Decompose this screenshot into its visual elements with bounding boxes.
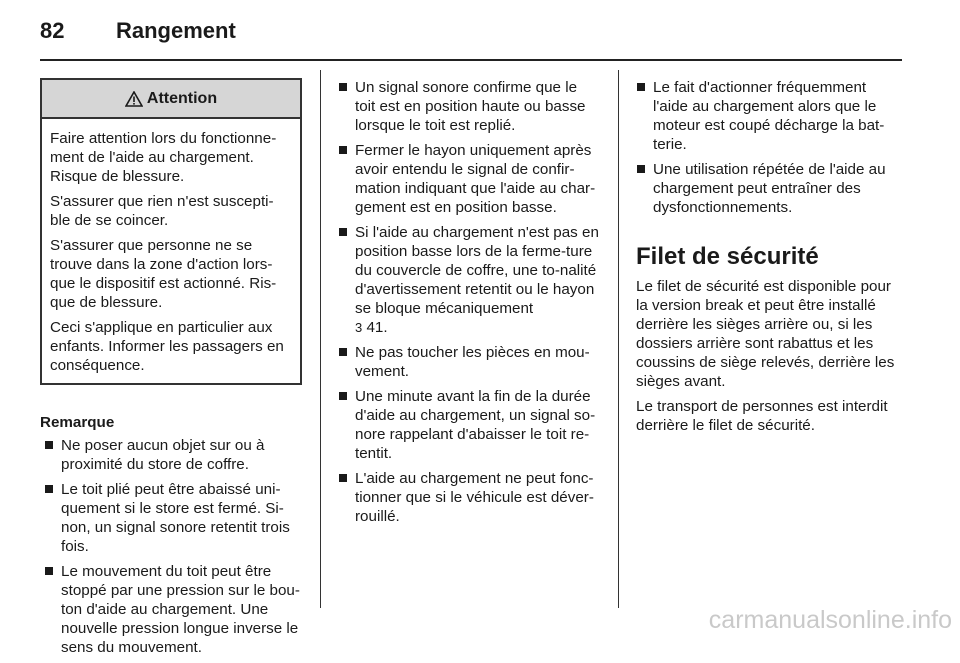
list-item: Fermer le hayon uniquement après avoir entendu le signal de confir-mation indiquant que l'aide au char-gement est en position basse.	[338, 141, 600, 217]
column-divider-right	[618, 70, 619, 608]
list-item: Une utilisation répétée de l'aide au chargement peut entraîner des dysfonctionnements.	[636, 160, 898, 217]
column-3	[636, 78, 898, 441]
list-item: Ne pas toucher les pièces en mou-vement.	[338, 343, 600, 381]
attention-title: Attention	[146, 90, 218, 107]
column-1	[40, 78, 302, 663]
list-item: Un signal sonore confirme que le toit est en position haute ou basse lorsque le toit est replié.	[338, 78, 600, 135]
attention-header	[42, 80, 300, 119]
attention-paragraph: S'assurer que personne ne se trouve dans la zone d'action lors-que le dispositif est actionné. Ris-que de blessure.	[50, 237, 277, 311]
warning-triangle-icon	[125, 91, 143, 107]
page-reference-link[interactable]: 41.	[366, 319, 388, 336]
safety-net-paragraph: Le transport de personnes est interdit derrière le filet de sécurité.	[636, 398, 888, 434]
list-item: Le mouvement du toit peut être stoppé par une pression sur le bou-ton d'aide au chargement. Une nouvelle pression longue inverse le sens du mouvement.	[44, 562, 302, 657]
list-item: Ne poser aucun objet sur ou à proximité du store de coffre.	[44, 436, 302, 474]
safety-net-heading: Filet de sécurité	[636, 243, 819, 270]
attention-paragraph: Ceci s'applique en particulier aux enfants. Informer les passagers en conséquence.	[50, 319, 284, 374]
loading-aid-list-continued	[636, 78, 898, 217]
list-item: Une minute avant la fin de la durée d'aide au chargement, un signal so-nore rappelant d'abaisser le toit re-tentit.	[338, 387, 600, 463]
watermark: carmanualsonline.info	[708, 606, 952, 634]
column-divider-left	[320, 70, 321, 608]
list-item: Le fait d'actionner fréquemment l'aide au chargement alors que le moteur est coupé décharge la bat-terie.	[636, 78, 898, 154]
list-item: Le toit plié peut être abaissé uni-quement si le store est fermé. Si-non, un signal sonore retentit trois fois.	[44, 480, 302, 556]
column-2	[338, 78, 600, 532]
list-item: L'aide au chargement ne peut fonc-tionner que si le véhicule est déver-rouillé.	[338, 469, 600, 526]
list-item	[338, 223, 600, 337]
attention-box	[40, 78, 302, 385]
attention-body	[42, 119, 300, 383]
section-title: Rangement	[116, 18, 236, 43]
remark-title: Remarque	[40, 414, 115, 431]
safety-net-paragraph: Le filet de sécurité est disponible pour la version break et peut être installé derrière les sièges arrière ou, si les dossiers arrière sont rabattus et les coussins de siège relevés, derrière les sièges avant.	[636, 278, 895, 390]
header-rule	[40, 59, 902, 61]
attention-paragraph: S'assurer que rien n'est suscepti-ble de se coincer.	[50, 193, 274, 229]
page-number: 82	[40, 18, 65, 43]
page-reference-icon: 3	[355, 320, 363, 335]
attention-paragraph: Faire attention lors du fonctionne-ment de l'aide au chargement. Risque de blessure.	[50, 130, 277, 185]
remark-list	[40, 436, 302, 657]
list-item-text: Si l'aide au chargement n'est pas en position basse lors de la ferme-ture du couvercle de coffre, une to-nalité d'avertissement retentit ou le hayon se bloque mécaniquement	[355, 224, 599, 317]
loading-aid-list	[338, 78, 600, 526]
